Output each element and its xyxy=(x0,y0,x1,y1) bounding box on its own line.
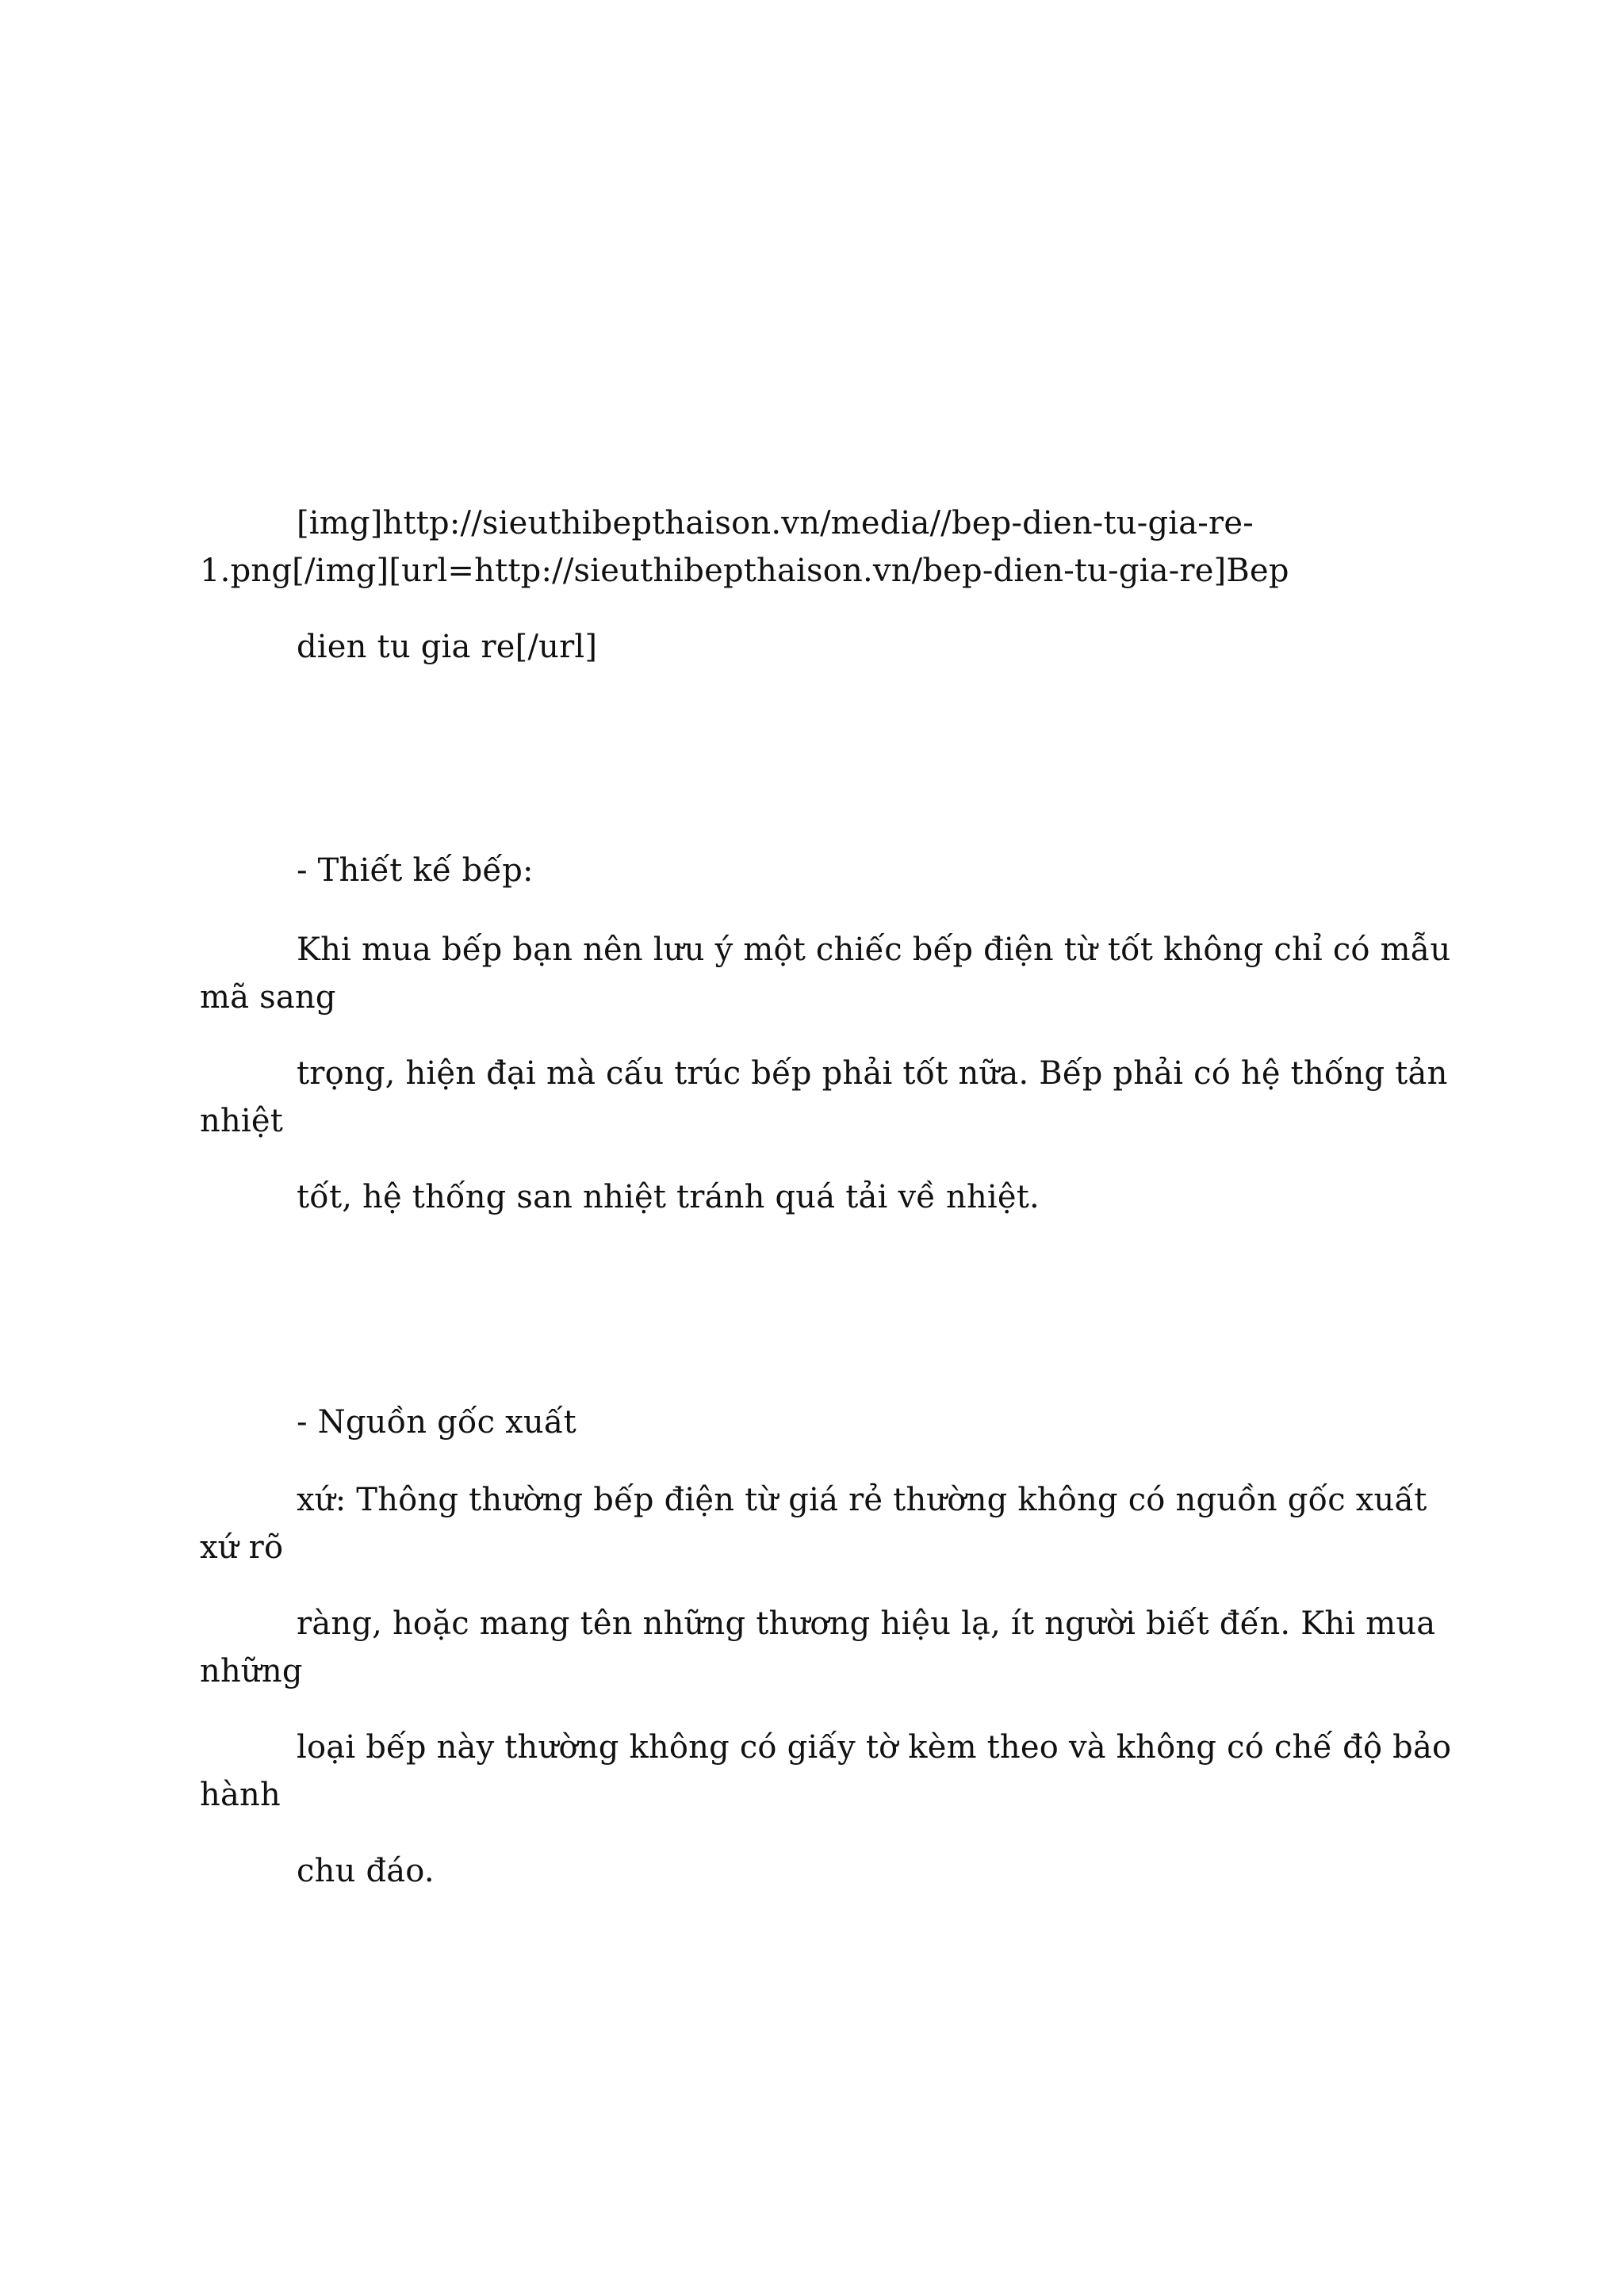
paragraph-line: 1.png[/img][url=http://sieuthibepthaison.vn/bep-dien-tu-gia-re]Bep xyxy=(200,553,1289,589)
paragraph-line: hành xyxy=(200,1777,281,1813)
paragraph-line: dien tu gia re[/url] xyxy=(297,629,598,665)
paragraph-line: trọng, hiện đại mà cấu trúc bếp phải tốt nữa. Bếp phải có hệ thống tản xyxy=(297,1055,1448,1092)
paragraph-line: chu đáo. xyxy=(297,1853,435,1889)
paragraph-line: xứ: Thông thường bếp điện từ giá rẻ thường không có nguồn gốc xuất xyxy=(297,1482,1427,1518)
paragraph-line: loại bếp này thường không có giấy tờ kèm theo và không có chế độ bảo xyxy=(297,1729,1452,1766)
paragraph-line: nhiệt xyxy=(200,1103,284,1139)
paragraph-line: [img]http://sieuthibepthaison.vn/media//bep-dien-tu-gia-re- xyxy=(297,505,1254,541)
paragraph-line: xứ rõ xyxy=(200,1529,284,1566)
paragraph-line: ràng, hoặc mang tên những thương hiệu lạ, ít người biết đến. Khi mua xyxy=(297,1605,1436,1642)
paragraph-line: tốt, hệ thống san nhiệt tránh quá tải về nhiệt. xyxy=(297,1179,1040,1215)
paragraph-line: những xyxy=(200,1653,303,1689)
section-heading-design: - Thiết kế bếp: xyxy=(297,852,534,889)
paragraph-line: mã sang xyxy=(200,979,336,1016)
paragraph-line: Khi mua bếp bạn nên lưu ý một chiếc bếp điện từ tốt không chỉ có mẫu xyxy=(297,932,1451,968)
section-heading-origin: - Nguồn gốc xuất xyxy=(297,1404,576,1441)
